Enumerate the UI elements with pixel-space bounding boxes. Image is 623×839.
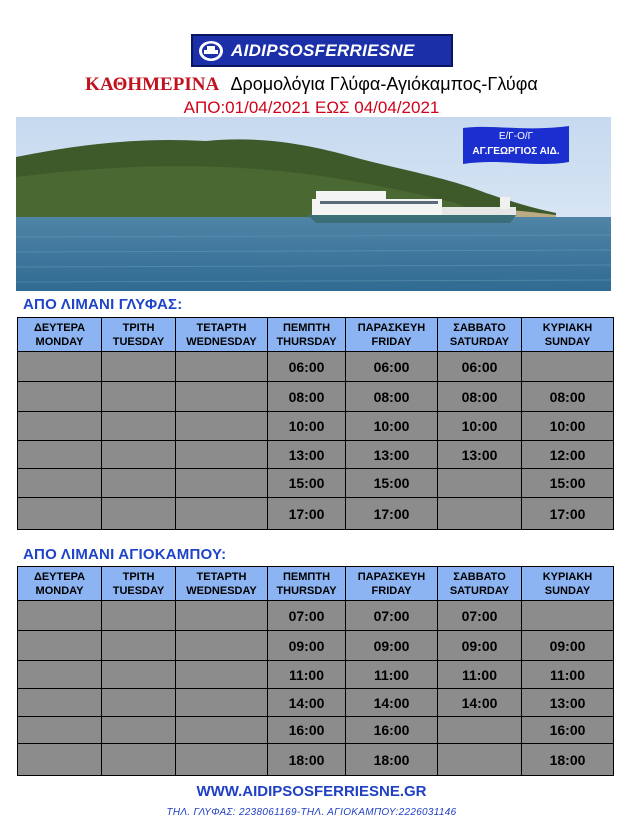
departure-time-cell: 14:00	[438, 689, 522, 717]
departure-time-cell	[176, 412, 268, 441]
day-name-greek: ΔΕΥΤΕΡΑ	[33, 321, 86, 334]
table-row	[18, 717, 614, 744]
departure-time-cell	[522, 601, 614, 631]
departure-time-cell	[176, 631, 268, 661]
departure-time-cell	[438, 469, 522, 498]
departure-time-cell: 14:00	[346, 689, 438, 717]
departure-time-cell: 08:00	[438, 382, 522, 412]
agiokampos-schedule-table	[17, 566, 614, 776]
departure-time-cell	[102, 661, 176, 689]
day-header-wednesday	[176, 567, 268, 601]
day-name-english: SUNDAY	[544, 584, 591, 597]
day-name-english: THURSDAY	[276, 584, 337, 597]
departure-time-cell: 09:00	[346, 631, 438, 661]
day-header-friday	[346, 318, 438, 352]
day-header-saturday	[438, 318, 522, 352]
departure-time-cell: 06:00	[438, 352, 522, 382]
departure-time-cell: 16:00	[346, 717, 438, 744]
vessel-flag	[463, 126, 569, 166]
table-row	[18, 601, 614, 631]
day-name-english: SUNDAY	[544, 335, 591, 348]
departure-time-cell: 07:00	[438, 601, 522, 631]
vessel-name: ΑΓ.ΓΕΩΡΓΙΟΣ ΑΙΔ.	[472, 146, 560, 157]
vessel-type: Ε/Γ-Ο/Γ	[498, 131, 534, 142]
agiokampos-section-title: ΑΠΟ ΛΙΜΑΝΙ ΑΓΙΟΚΑΜΠΟΥ:	[23, 546, 227, 563]
departure-time-cell: 13:00	[438, 441, 522, 469]
departure-time-cell	[18, 631, 102, 661]
departure-time-cell	[438, 744, 522, 776]
departure-time-cell: 18:00	[522, 744, 614, 776]
departure-time-cell	[102, 631, 176, 661]
departure-time-cell	[102, 601, 176, 631]
departure-time-cell: 12:00	[522, 441, 614, 469]
departure-time-cell	[102, 498, 176, 530]
day-name-english: SATURDAY	[449, 335, 510, 348]
departure-time-cell	[176, 352, 268, 382]
day-header-thursday	[268, 318, 346, 352]
day-header-tuesday	[102, 567, 176, 601]
departure-time-cell: 09:00	[522, 631, 614, 661]
departure-time-cell: 17:00	[522, 498, 614, 530]
day-name-greek: ΤΕΤΑΡΤΗ	[196, 570, 247, 583]
departure-time-cell	[102, 352, 176, 382]
day-name-english: TUESDAY	[112, 584, 165, 597]
departure-time-cell: 17:00	[346, 498, 438, 530]
day-name-english: FRIDAY	[371, 584, 412, 597]
daily-label: ΚΑΘΗΜΕΡΙΝΑ	[85, 74, 220, 95]
glyfa-schedule-table	[17, 317, 614, 530]
company-logo	[191, 34, 453, 67]
day-header-wednesday	[176, 318, 268, 352]
day-name-greek: ΣΑΒΒΑΤΟ	[453, 570, 506, 583]
route-title: Δρομολόγια Γλύφα-Αγιόκαμπος-Γλύφα	[230, 74, 538, 94]
table-row	[18, 352, 614, 382]
table-row	[18, 631, 614, 661]
day-header-row	[18, 318, 614, 352]
departure-time-cell: 15:00	[522, 469, 614, 498]
day-name-greek: ΠΑΡΑΣΚΕΥΗ	[357, 570, 426, 583]
day-header-row	[18, 567, 614, 601]
departure-time-cell: 11:00	[438, 661, 522, 689]
departure-time-cell	[176, 661, 268, 689]
departure-time-cell: 18:00	[268, 744, 346, 776]
departure-time-cell: 10:00	[346, 412, 438, 441]
day-header-thursday	[268, 567, 346, 601]
table-row	[18, 382, 614, 412]
departure-time-cell: 16:00	[268, 717, 346, 744]
departure-time-cell: 10:00	[438, 412, 522, 441]
departure-time-cell: 07:00	[346, 601, 438, 631]
departure-time-cell: 11:00	[268, 661, 346, 689]
departure-time-cell: 08:00	[522, 382, 614, 412]
day-name-greek: ΔΕΥΤΕΡΑ	[33, 570, 86, 583]
departure-time-cell: 11:00	[346, 661, 438, 689]
table-row	[18, 412, 614, 441]
glyfa-section-title: ΑΠΟ ΛΙΜΑΝΙ ΓΛΥΦΑΣ:	[23, 296, 183, 313]
departure-time-cell	[102, 441, 176, 469]
departure-time-cell: 10:00	[522, 412, 614, 441]
departure-time-cell	[18, 744, 102, 776]
day-name-greek: ΠΑΡΑΣΚΕΥΗ	[357, 321, 426, 334]
departure-time-cell	[102, 412, 176, 441]
departure-time-cell	[102, 717, 176, 744]
day-name-english: WEDNESDAY	[186, 584, 257, 597]
departure-time-cell: 08:00	[346, 382, 438, 412]
table-row	[18, 661, 614, 689]
table-row	[18, 744, 614, 776]
departure-time-cell: 06:00	[268, 352, 346, 382]
departure-time-cell	[176, 469, 268, 498]
departure-time-cell: 10:00	[268, 412, 346, 441]
schedule-headline	[0, 74, 623, 96]
day-name-greek: ΠΕΜΠΤΗ	[282, 570, 331, 583]
departure-time-cell	[18, 601, 102, 631]
departure-time-cell: 14:00	[268, 689, 346, 717]
departure-time-cell	[18, 717, 102, 744]
departure-time-cell	[176, 601, 268, 631]
departure-time-cell: 06:00	[346, 352, 438, 382]
day-header-monday	[18, 567, 102, 601]
departure-time-cell	[102, 469, 176, 498]
departure-time-cell: 17:00	[268, 498, 346, 530]
departure-time-cell: 09:00	[268, 631, 346, 661]
departure-time-cell: 16:00	[522, 717, 614, 744]
departure-time-cell	[176, 689, 268, 717]
departure-time-cell: 11:00	[522, 661, 614, 689]
phone-numbers: ΤΗΛ. ΓΛΥΦΑΣ: 2238061169-ΤΗΛ. ΑΓΙΟΚΑΜΠΟΥ:2226031146	[166, 807, 457, 818]
departure-time-cell	[18, 661, 102, 689]
departure-time-cell: 09:00	[438, 631, 522, 661]
departure-time-cell	[176, 717, 268, 744]
day-header-tuesday	[102, 318, 176, 352]
day-name-english: TUESDAY	[112, 335, 165, 348]
departure-time-cell: 13:00	[268, 441, 346, 469]
day-name-greek: ΚΥΡΙΑΚΗ	[542, 570, 593, 583]
departure-time-cell: 15:00	[346, 469, 438, 498]
day-name-greek: ΚΥΡΙΑΚΗ	[542, 321, 593, 334]
departure-time-cell	[438, 717, 522, 744]
departure-time-cell	[102, 744, 176, 776]
departure-time-cell: 13:00	[522, 689, 614, 717]
day-name-greek: ΣΑΒΒΑΤΟ	[453, 321, 506, 334]
departure-time-cell: 07:00	[268, 601, 346, 631]
logo-text: AIDIPSOSFERRIESNE	[231, 40, 415, 60]
departure-time-cell: 15:00	[268, 469, 346, 498]
departure-time-cell	[18, 498, 102, 530]
day-name-english: MONDAY	[35, 335, 84, 348]
departure-time-cell	[18, 469, 102, 498]
departure-time-cell	[18, 382, 102, 412]
table-row	[18, 689, 614, 717]
day-name-greek: ΤΡΙΤΗ	[122, 570, 155, 583]
day-name-greek: ΠΕΜΠΤΗ	[282, 321, 331, 334]
day-header-sunday	[522, 567, 614, 601]
day-name-english: MONDAY	[35, 584, 84, 597]
day-header-monday	[18, 318, 102, 352]
departure-time-cell	[102, 689, 176, 717]
day-name-english: FRIDAY	[371, 335, 412, 348]
departure-time-cell	[176, 498, 268, 530]
day-name-greek: ΤΕΤΑΡΤΗ	[196, 321, 247, 334]
day-name-english: SATURDAY	[449, 584, 510, 597]
day-name-greek: ΤΡΙΤΗ	[122, 321, 155, 334]
day-header-friday	[346, 567, 438, 601]
departure-time-cell	[18, 441, 102, 469]
departure-time-cell: 18:00	[346, 744, 438, 776]
departure-time-cell: 08:00	[268, 382, 346, 412]
departure-time-cell	[176, 382, 268, 412]
departure-time-cell	[18, 689, 102, 717]
day-name-english: THURSDAY	[276, 335, 337, 348]
website-link[interactable]: WWW.AIDIPSOSFERRIESNE.GR	[196, 783, 427, 800]
departure-time-cell	[176, 441, 268, 469]
departure-time-cell: 13:00	[346, 441, 438, 469]
departure-time-cell	[18, 412, 102, 441]
departure-time-cell	[102, 382, 176, 412]
table-row	[18, 441, 614, 469]
departure-time-cell	[438, 498, 522, 530]
day-header-saturday	[438, 567, 522, 601]
departure-time-cell	[522, 352, 614, 382]
day-name-english: WEDNESDAY	[186, 335, 257, 348]
departure-time-cell	[176, 744, 268, 776]
table-row	[18, 469, 614, 498]
departure-time-cell	[18, 352, 102, 382]
day-header-sunday	[522, 318, 614, 352]
validity-period: ΑΠΟ:01/04/2021 ΕΩΣ 04/04/2021	[183, 98, 440, 117]
ship-emblem-icon	[197, 39, 225, 63]
table-row	[18, 498, 614, 530]
